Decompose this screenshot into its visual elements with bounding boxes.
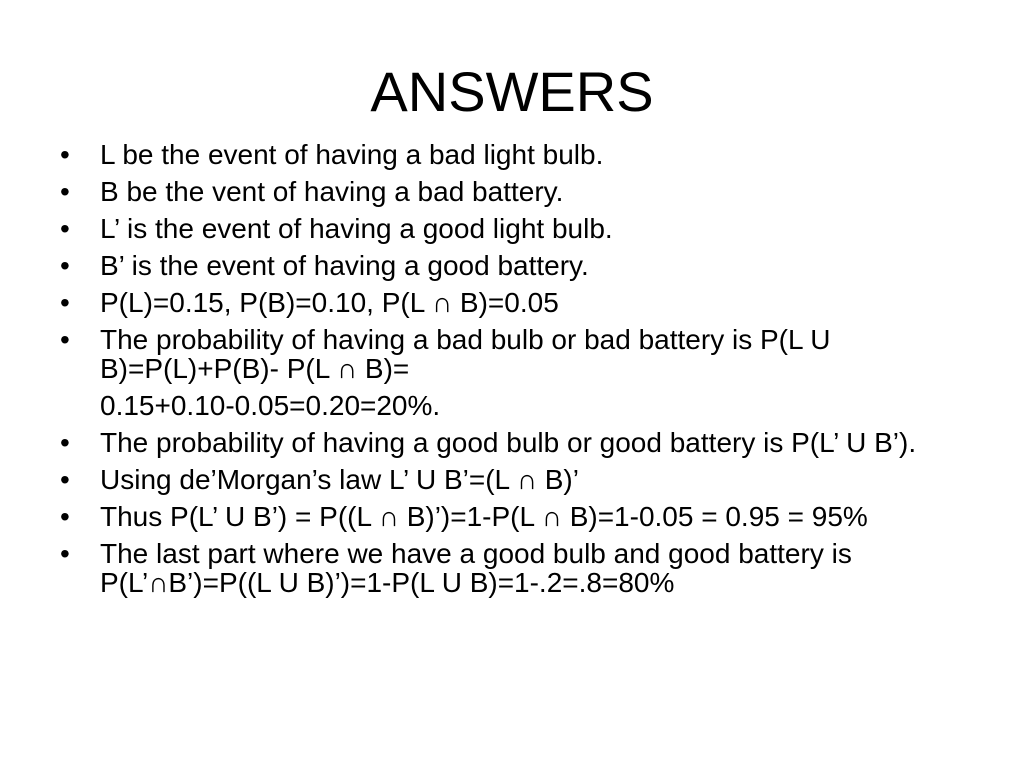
list-item [56, 140, 976, 169]
list-item-text: B’ is the event of having a good battery. [100, 250, 589, 281]
bullet-icon: • [60, 538, 70, 569]
list-item [56, 428, 976, 457]
list-item [56, 325, 976, 383]
list-item-text: The last part where we have a good bulb and good battery is P(L’∩B’)=P((L U B)’)=1-P(L U B)=1-.2=.8=80% [100, 538, 852, 598]
bullet-icon: • [60, 464, 70, 495]
list-item [56, 177, 976, 206]
bullet-icon: • [60, 250, 70, 281]
list-item [56, 465, 976, 494]
list-item-text: Using de’Morgan’s law L’ U B’=(L ∩ B)’ [100, 464, 579, 495]
list-item [56, 539, 976, 597]
list-item-continuation [56, 391, 976, 420]
bullet-icon: • [60, 501, 70, 532]
list-item-text: P(L)=0.15, P(B)=0.10, P(L ∩ B)=0.05 [100, 287, 559, 318]
bullet-icon: • [60, 427, 70, 458]
list-item-text: 0.15+0.10-0.05=0.20=20%. [100, 390, 441, 421]
list-item [56, 502, 976, 531]
bullet-icon: • [60, 213, 70, 244]
list-item-text: The probability of having a bad bulb or bad battery is P(L U B)=P(L)+P(B)- P(L ∩ B)= [100, 324, 831, 384]
list-item [56, 288, 976, 317]
bullet-icon: • [60, 287, 70, 318]
list-item-text: Thus P(L’ U B’) = P((L ∩ B)’)=1-P(L ∩ B)=1-0.05 = 0.95 = 95% [100, 501, 868, 532]
bullet-icon: • [60, 324, 70, 355]
list-item-text: L be the event of having a bad light bulb. [100, 139, 604, 170]
list-item-text: L’ is the event of having a good light bulb. [100, 213, 613, 244]
bullet-list [56, 140, 976, 605]
list-item [56, 214, 976, 243]
list-item-text: The probability of having a good bulb or good battery is P(L’ U B’). [100, 427, 917, 458]
slide-title: ANSWERS [370, 60, 654, 123]
bullet-icon: • [60, 176, 70, 207]
list-item [56, 251, 976, 280]
bullet-icon: • [60, 139, 70, 170]
list-item-text: B be the vent of having a bad battery. [100, 176, 564, 207]
